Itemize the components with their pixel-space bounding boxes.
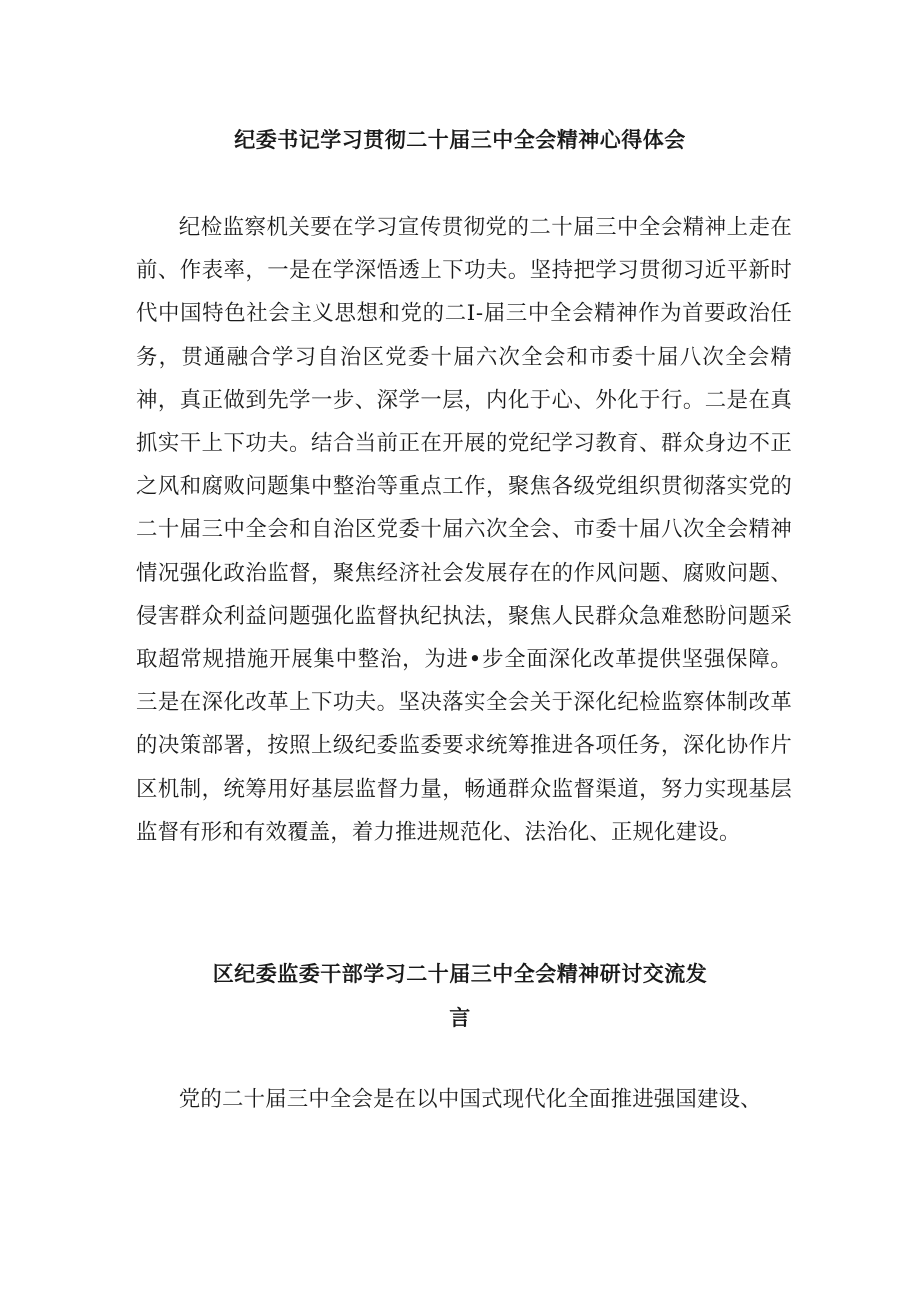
section-2-paragraph: 党的二十届三中全会是在以中国式现代化全面推进强国建设、 [178, 1087, 762, 1112]
section-2-title-line-1: 区纪委监委干部学习二十届三中全会精神研讨交流发 [212, 962, 708, 986]
section-2-title-line-2: 言 [449, 1006, 471, 1030]
section-1-title: 纪委书记学习贯彻二十届三中全会精神心得体会 [234, 128, 686, 152]
section-1-paragraph: 纪检监察机关要在学习宣传贯彻党的二十届三中全会精神上走在前、作表率，一是在学深悟透上下功夫。坚持把学习贯彻习近平新时代中国特色社会主义思想和党的二Ⅰ-届三中全会精神作为首要政治任务，贯通融合学习自治区党委十届六次全会和市委十届八次全会精神，真正做到先学一步、深学一层，内化于心、外化于行。二是在真抓实干上下功夫。结合当前正在开展的党纪学习教育、群众身边不正之风和腐败问题集中整治等重点工作，聚焦各级党组织贯彻落实党的二十届三中全会和自治区党委十届六次全会、市委十届八次全会精神情况强化政治监督，聚焦经济社会发展存在的作风问题、腐败问题、侵害群众利益问题强化监督执纪执法，聚焦人民群众急难愁盼问题采取超常规措施开展集中整治，为进•步全面深化改革提供坚强保障。三是在深化改革上下功夫。坚决落实全会关于深化纪检监察体制改革的决策部署，按照上级纪委监委要求统筹推进各项任务，深化协作片区机制，统筹用好基层监督力量，畅通群众监督渠道，努力实现基层监督有形和有效覆盖，着力推进规范化、法治化、正规化建设。 [136, 215, 792, 845]
section-2-title [130, 952, 790, 1040]
